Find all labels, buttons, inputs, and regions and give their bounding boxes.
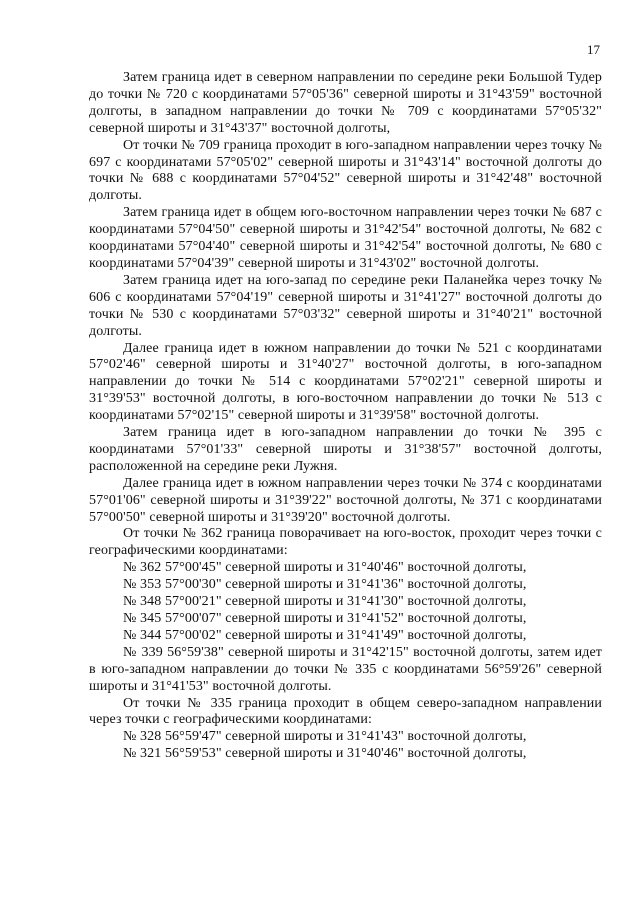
- paragraph: От точки № 362 граница поворачивает на юго-восток, проходит через точки с географическими координатами:: [89, 526, 602, 559]
- list-item: № 362 57°00'45" северной широты и 31°40'46" восточной долготы,: [123, 560, 527, 576]
- list-item: № 345 57°00'07" северной широты и 31°41'52" восточной долготы,: [123, 611, 527, 626]
- list-item: № 344 57°00'02" северной широты и 31°41'49" восточной долготы,: [123, 627, 527, 643]
- paragraph: № 339 56°59'38" северной широты и 31°42'15" восточной долготы, затем идет в юго-западном направлении до точки № 335 с координатами 56°59'26" северной широты и 31°41'53" восточной долготы.: [89, 644, 602, 694]
- list-item: № 348 57°00'21" северной широты и 31°41'30" восточной долготы,: [123, 594, 527, 610]
- document-body: [89, 70, 602, 763]
- paragraph: Затем граница идет в северном направлении по середине реки Большой Тудер до точки № 720 с координатами 57°05'36" северной широты и 31°43'59" восточной долготы, в западном направлении до точки № 709 с координатами 57°05'32" северной широты и 31°43'37" восточной долготы,: [89, 70, 602, 136]
- list-item: № 321 56°59'53" северной широты и 31°40'46" восточной долготы,: [123, 746, 527, 762]
- paragraph: Далее граница идет в южном направлении через точки № 374 с координатами 57°01'06" северной широты и 31°39'22" восточной долготы, № 371 с координатами 57°00'50" северной широты и 31°39'20" восточной долготы.: [89, 475, 602, 525]
- paragraph: Затем граница идет в общем юго-восточном направлении через точки № 687 с координатами 57°04'50" северной широты и 31°42'54" восточной долготы, № 682 с координатами 57°04'40" северной широты и 31°42'54" восточной долготы, № 680 с координатами 57°04'39" северной широты и 31°43'02" восточной долготы.: [89, 205, 602, 271]
- list-item: № 328 56°59'47" северной широты и 31°41'43" восточной долготы,: [123, 729, 527, 745]
- paragraph: Затем граница идет на юго-запад по середине реки Паланейка через точку № 606 с координатами 57°04'19" северной широты и 31°41'27" восточной долготы до точки № 530 с координатами 57°03'32" северной широты и 31°40'21" восточной долготы.: [89, 272, 602, 339]
- list-item: № 353 57°00'30" северной широты и 31°41'36" восточной долготы,: [123, 577, 527, 593]
- paragraph: Далее граница идет в южном направлении до точки № 521 с координатами 57°02'46" северной широты и 31°40'27" восточной долготы, в юго-западном направлении до точки № 514 с координатами 57°02'21" северной широты и 31°39'53" восточной долготы, в юго-восточном направлении до точки № 513 с координатами 57°02'15" северной широты и 31°39'58" восточной долготы.: [89, 340, 602, 424]
- paragraph: От точки № 709 граница проходит в юго-западном направлении через точку № 697 с координатами 57°05'02" северной широты и 31°43'14" восточной долготы до точки № 688 с координатами 57°04'52" северной широты и 31°42'48" восточной долготы.: [89, 137, 602, 204]
- paragraph: От точки № 335 граница проходит в общем северо-западном направлении через точки с географическими координатами:: [89, 695, 602, 728]
- paragraph: Затем граница идет в юго-западном направлении до точки № 395 с координатами 57°01'33" северной широты и 31°38'57" восточной долготы, расположенной на середине реки Лужня.: [89, 425, 602, 474]
- page-number: 17: [587, 42, 600, 57]
- coordinate-list: [89, 560, 602, 645]
- coordinate-list: [89, 729, 602, 763]
